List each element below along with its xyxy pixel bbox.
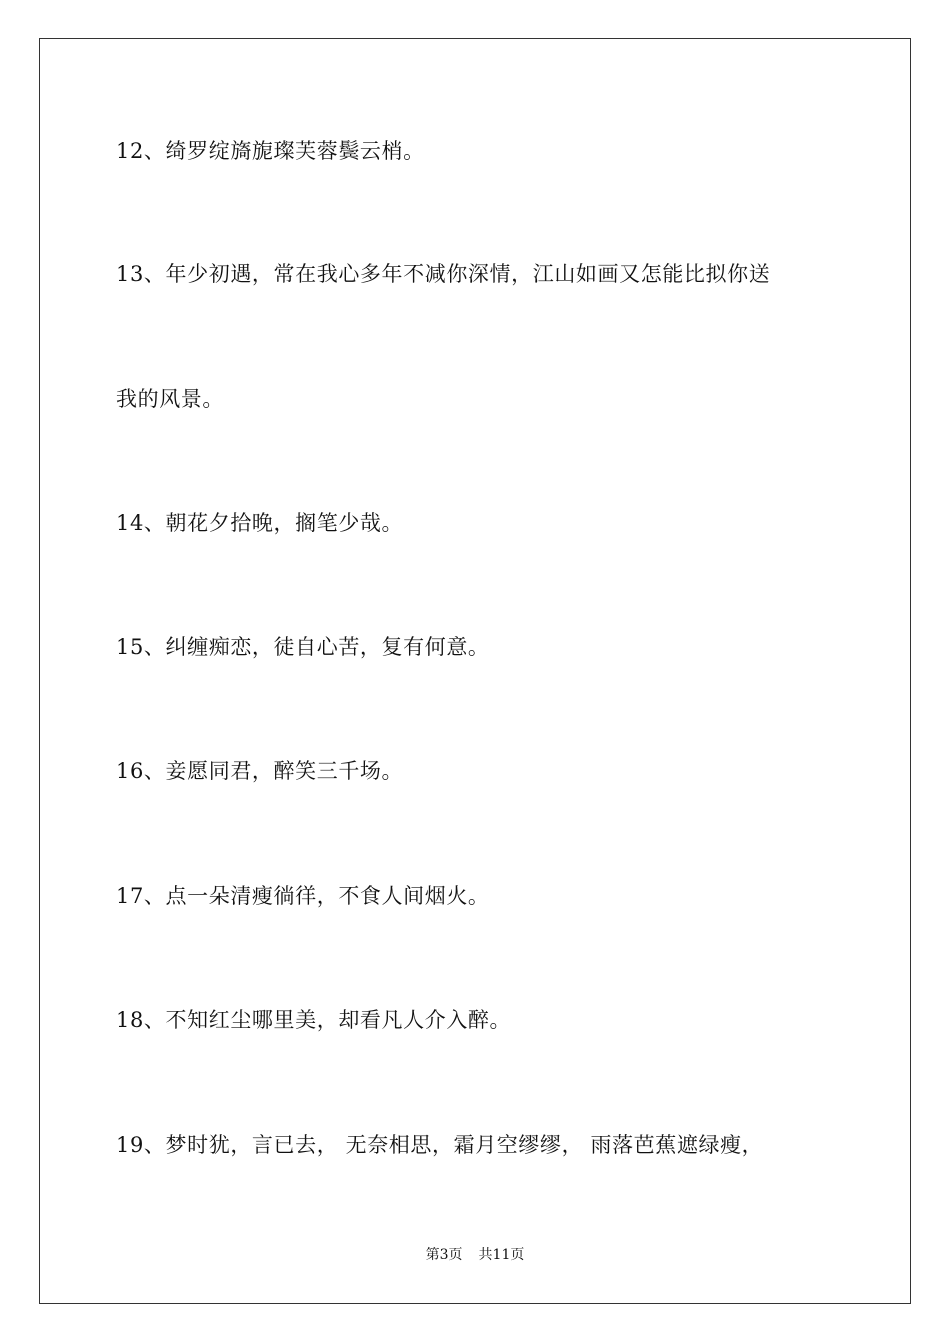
page-border xyxy=(39,38,911,1304)
page-total: 共11页 xyxy=(478,1247,525,1263)
text-line-14: 14、朝花夕拾晚，搁笔少哉。 xyxy=(116,511,404,535)
page-number: 第3页 xyxy=(425,1247,463,1263)
text-line-15: 15、纠缠痴恋，徒自心苦，复有何意。 xyxy=(116,635,490,659)
text-line-16: 16、妾愿同君，醉笑三千场。 xyxy=(116,759,404,783)
page-footer xyxy=(0,1246,950,1264)
text-line-19: 19、梦时犹，言已去， 无奈相思，霜月空缪缪， 雨落芭蕉遮绿瘦， xyxy=(116,1133,764,1157)
text-line-13: 13、年少初遇，常在我心多年不减你深情，江山如画又怎能比拟你送 xyxy=(116,262,771,286)
text-line-17: 17、点一朵清瘦徜徉，不食人间烟火。 xyxy=(116,884,490,908)
text-line-12: 12、绮罗绽旖旎璨芙蓉鬓云梢。 xyxy=(116,139,425,163)
text-line-18: 18、不知红尘哪里美，却看凡人介入醉。 xyxy=(116,1008,512,1032)
text-line-13-continued: 我的风景。 xyxy=(116,387,224,411)
